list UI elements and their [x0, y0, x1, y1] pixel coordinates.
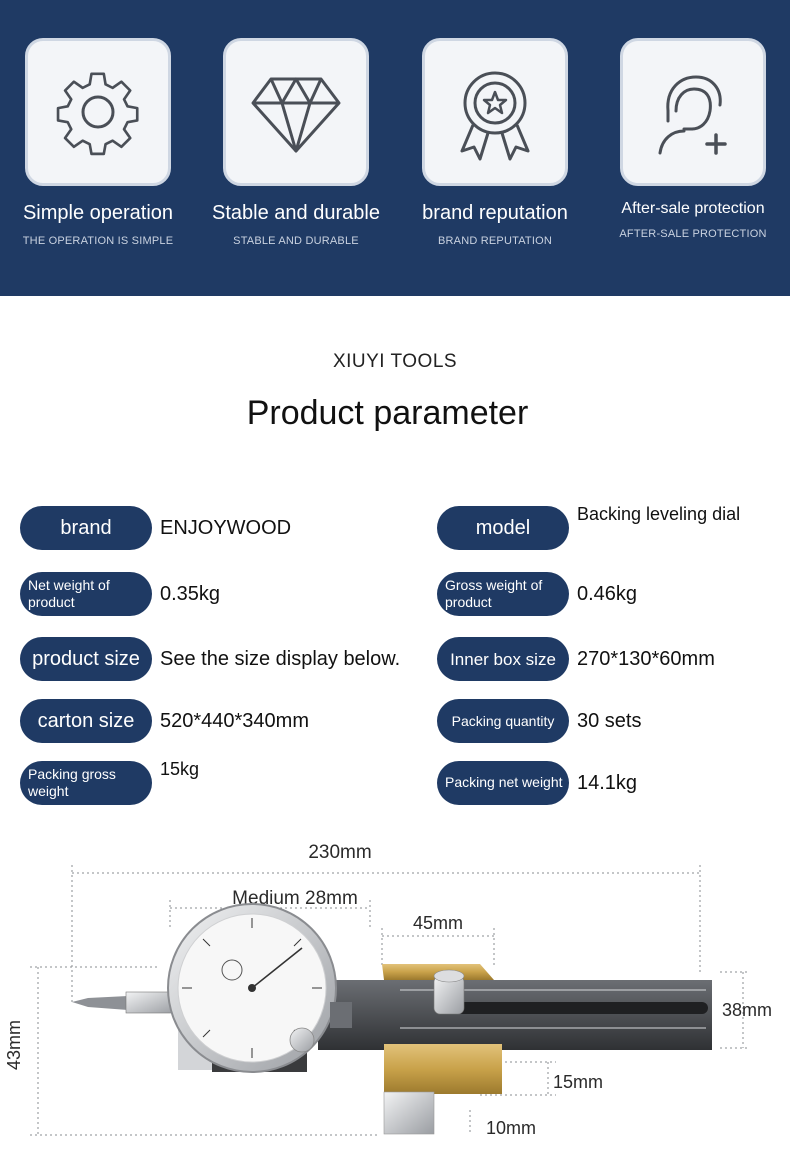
feature-title: After-sale protection [621, 200, 765, 217]
foot [384, 1092, 434, 1134]
feature-card [422, 38, 568, 186]
gear-icon [51, 65, 145, 159]
dim-bar-height: 38mm [722, 1000, 773, 1020]
lock-knob [434, 970, 464, 1014]
feature-after-sale [598, 38, 788, 240]
feature-banner [0, 0, 790, 296]
param-label: Packing net weight [437, 761, 569, 805]
param-value: 15kg [160, 759, 200, 779]
param-label: model [437, 506, 569, 550]
feature-card [223, 38, 369, 186]
feature-stable-durable [201, 38, 391, 247]
dim-block-height: 15mm [553, 1072, 604, 1092]
feature-title: Stable and durable [212, 202, 380, 224]
param-value: 30 sets [577, 709, 642, 732]
rail [318, 980, 712, 1050]
param-label: Net weight of product [20, 572, 152, 616]
feature-title: Simple operation [22, 202, 174, 224]
param-value: 0.35kg [160, 582, 221, 605]
param-label: carton size [20, 699, 152, 743]
param-label: Packing quantity [437, 699, 569, 743]
support-agent-icon [646, 65, 740, 159]
dim-overall-length: 230mm [308, 842, 372, 863]
feature-card [25, 38, 171, 186]
param-value: 0.46kg [577, 582, 638, 605]
brass-block [384, 1044, 502, 1094]
page-title: Product parameter [246, 394, 529, 432]
feature-title: brand reputation [422, 202, 568, 224]
dim-dial: Medium 28mm [232, 888, 358, 909]
param-value: 14.1kg [577, 771, 638, 794]
param-label: Inner box size [437, 637, 569, 681]
param-value: 520*440*340mm [160, 709, 309, 732]
param-value: Backing leveling dial [577, 504, 741, 524]
feature-brand-reputation [400, 38, 590, 247]
diamond-icon [249, 65, 343, 159]
dim-foot-height: 10mm [486, 1118, 537, 1138]
feature-subtitle: STABLE AND DURABLE [233, 235, 359, 247]
param-label: brand [20, 506, 152, 550]
probe [72, 992, 176, 1013]
param-value: ENJOYWOOD [160, 516, 292, 539]
param-value: See the size display below. [160, 647, 401, 670]
award-icon [448, 65, 542, 165]
feature-simple-operation [3, 38, 193, 247]
feature-subtitle: THE OPERATION IS SIMPLE [22, 235, 174, 247]
param-value: 270*130*60mm [577, 647, 715, 670]
dim-total-height: 43mm [4, 1019, 24, 1071]
brand-line: XIUYI TOOLS [332, 351, 458, 372]
param-label: product size [20, 637, 152, 681]
feature-subtitle: AFTER-SALE PROTECTION [619, 228, 767, 240]
dim-slider-width: 45mm [412, 913, 464, 933]
param-label: Gross weight of product [437, 572, 569, 616]
feature-card [620, 38, 766, 186]
product-dimension-diagram [0, 830, 790, 1172]
feature-subtitle: BRAND REPUTATION [437, 235, 553, 247]
param-label: Packing gross weight [20, 761, 152, 805]
